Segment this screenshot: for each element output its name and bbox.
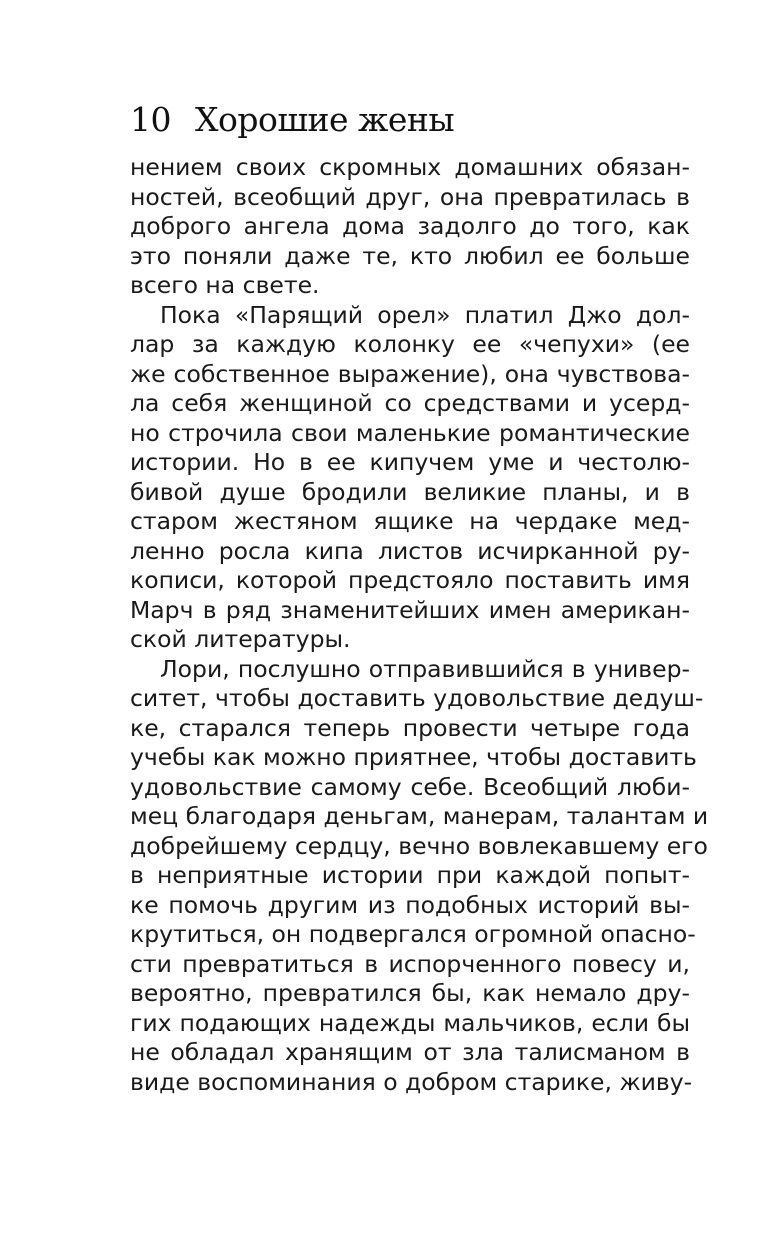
text-line: не обладал хранящим от зла талисманом в [130, 1038, 690, 1066]
text-line: ностей, всеобщий друг, она превратилась в [130, 182, 690, 211]
text-line: вероятно, превратился бы, как немало дру- [130, 979, 690, 1007]
text-line: но строчила свои маленькие романтические [130, 418, 690, 447]
text-line: Пока «Парящий орел» платил Джо дол- [160, 300, 690, 329]
text-line: сти превратиться в испорченного повесу и, [130, 949, 690, 978]
text-line: мец благодаря деньгам, манерам, талантам и [130, 802, 709, 830]
body-text [130, 153, 709, 1097]
paragraph [130, 654, 709, 1098]
page-number: 10 [130, 100, 171, 139]
text-line: же собственное выражение), она чувствова- [130, 359, 690, 388]
text-line: в неприятные истории при каждой попыт- [130, 861, 690, 889]
text-line: Марч в ряд знаменитейших имен американ- [130, 595, 690, 624]
text-line: нением своих скромных домашних обязан- [130, 153, 690, 181]
text-line: виде воспоминания о добром старике, живу- [130, 1067, 693, 1096]
text-line: учебы как можно приятнее, чтобы доставить [130, 743, 697, 771]
text-line: Лори, послушно отправившийся в универ- [160, 654, 690, 683]
text-line: удовольствие самому себе. Всеобщий люби- [130, 772, 690, 801]
text-line: ке помочь другим из подобных историй вы- [130, 890, 690, 919]
text-line: всего на свете. [130, 271, 320, 299]
paragraph [130, 301, 690, 655]
text-line: лар за каждую колонку ее «чепухи» (ее [130, 330, 690, 358]
text-line: это поняли даже те, кто любил ее больше [130, 241, 690, 270]
text-line: ке, старался теперь провести четыре года [130, 713, 690, 742]
text-line: добрейшему сердцу, вечно вовлекавшему его [130, 831, 708, 860]
text-line: доброго ангела дома задолго до того, как [130, 212, 690, 240]
paragraph [130, 153, 690, 301]
text-line: ситет, чтобы доставить удовольствие дедуш- [130, 684, 704, 712]
text-line: старом жестяном ящике на чердаке мед- [130, 507, 690, 535]
text-line: кописи, которой предстояло поставить имя [130, 566, 690, 594]
text-line: истории. Но в ее кипучем уме и честолю- [130, 448, 690, 476]
text-line: гих подающих надежды мальчиков, если бы [130, 1008, 690, 1037]
text-line: бивой душе бродили великие планы, и в [130, 477, 690, 506]
running-header [130, 100, 454, 139]
text-line: ской литературы. [130, 625, 351, 653]
text-line: ла себя женщиной со средствами и усерд- [130, 389, 690, 417]
text-line: крутиться, он подвергался огромной опасно- [130, 920, 696, 948]
running-title: Хорошие жены [195, 100, 455, 139]
text-line: ленно росла кипа листов исчирканной ру- [130, 536, 690, 565]
